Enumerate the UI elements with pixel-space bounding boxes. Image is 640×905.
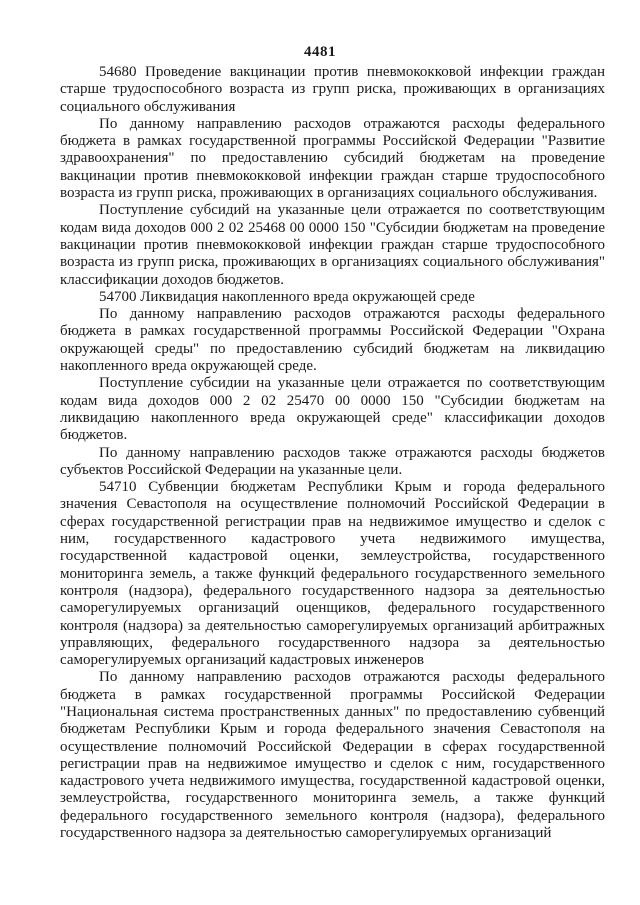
paragraph-54710-expenses: По данному направлению расходов отражаются расходы федерального бюджета в рамках государственной программы Российской Федерации "Национальная система пространственных данных" по предоставлению субвенций бюджетам Республики Крым и города федерального значения Севастополя на осуществление полномочий Российской Федерации в сферах государственной регистрации прав на недвижимое имущество и сделок с ним, государственного кадастрового учета недвижимого имущества, государственной кадастровой оценки, землеустройства, государственного мониторинга земель, а также функций федерального государственного земельного контроля (надзора), федерального государственного надзора за деятельностью саморегулируемых организаций	[60, 669, 605, 842]
paragraph-section-54700-heading: 54700 Ликвидация накопленного вреда окружающей среде	[99, 288, 475, 305]
paragraph-54700-revenue-codes: Поступление субсидии на указанные цели отражается по соответствующим кодам вида доходов 000 2 02 25470 00 0000 150 "Субсидии бюджетам на ликвидацию накопленного вреда окружающей среде" классификации доходов бюджетов.	[60, 375, 605, 444]
paragraph-54680-expenses: По данному направлению расходов отражаются расходы федерального бюджета в рамках государственной программы Российской Федерации "Развитие здравоохранения" по предоставлению субсидий бюджетам на проведение вакцинации против пневмококковой инфекции граждан старше трудоспособного возраста из групп риска, проживающих в организациях социального обслуживания.	[60, 115, 605, 202]
document-body	[60, 64, 605, 842]
paragraph-section-54680-heading: 54680 Проведение вакцинации против пневмококковой инфекции граждан старше трудоспособного возраста из групп риска, проживающих в организациях социального обслуживания	[60, 64, 605, 115]
paragraph-54680-revenue-codes: Поступление субсидий на указанные цели отражается по соответствующим кодам вида доходов 000 2 02 25468 00 0000 150 "Субсидии бюджетам на проведение вакцинации против пневмококковой инфекции граждан старше трудоспособного возраста из групп риска, проживающих в организациях социального обслуживания" классификации доходов бюджетов.	[60, 202, 605, 288]
paragraph-54700-expenses: По данному направлению расходов отражаются расходы федерального бюджета в рамках государственной программы Российской Федерации "Охрана окружающей среды" по предоставлению субсидий бюджетам на ликвидацию накопленного вреда окружающей среде.	[60, 306, 605, 375]
paragraph-section-54710-heading: 54710 Субвенции бюджетам Республики Крым и города федерального значения Севастополя на осуществление полномочий Российской Федерации в сферах государственной регистрации прав на недвижимое имущество и сделок с ним, государственного кадастрового учета недвижимого имущества, государственной кадастровой оценки, землеустройства, государственного мониторинга земель, а также функций федерального государственного земельного контроля (надзора), федерального государственного надзора за деятельностью саморегулируемых организаций оценщиков, федерального государственного контроля (надзора) за деятельностью саморегулируемых организаций арбитражных управляющих, федерального государственного надзора за деятельностью саморегулируемых организаций кадастровых инженеров	[60, 479, 605, 669]
paragraph-54700-regional-expenses: По данному направлению расходов также отражаются расходы бюджетов субъектов Российской Федерации на указанные цели.	[60, 444, 605, 478]
page-number: 4481	[304, 44, 336, 60]
